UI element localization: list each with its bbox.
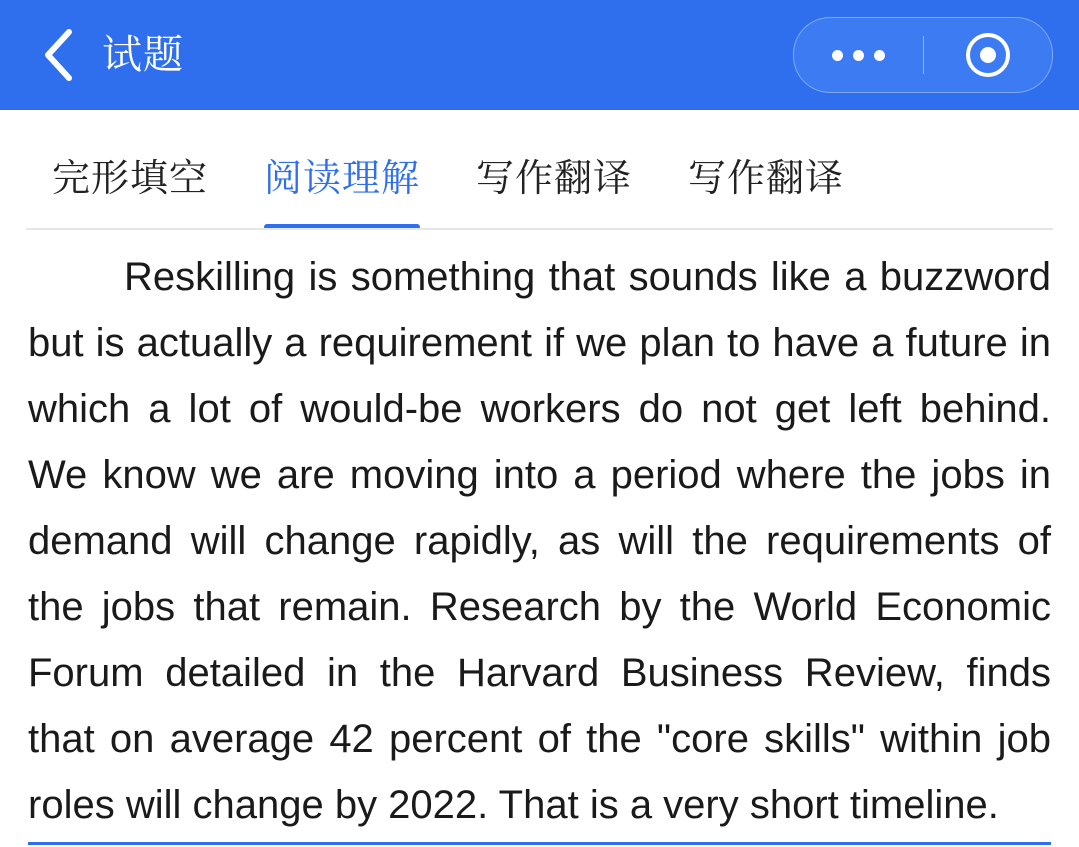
passage-text: Reskilling is something that sounds like a buzzword but is actually a requirement if we plan to have a future in which a lot of would-be workers do not get left behind. We know we are moving into a period where the jobs in demand will change rapidly, as will the requirements of the jobs that remain. Research by the World Economic Forum detailed in the Harvard Business Review, finds that on average 42 percent of the "core skills" within job roles will change by 2022. That is a very short timeline. xyxy=(28,255,1051,827)
tab-reading[interactable]: 阅读理解 xyxy=(264,110,420,238)
more-menu-button[interactable] xyxy=(794,18,923,92)
app-header xyxy=(0,0,1079,110)
target-circle-icon xyxy=(966,33,1010,77)
tab-writing-translation-2[interactable]: 写作翻译 xyxy=(688,157,845,200)
close-miniprogram-button[interactable] xyxy=(924,18,1053,92)
tab-cloze[interactable]: 完形填空 xyxy=(52,157,209,200)
content-bottom-rule xyxy=(28,842,1051,845)
tab-writing-translation-1[interactable]: 写作翻译 xyxy=(476,157,633,200)
page-title: 试题 xyxy=(102,33,184,77)
chevron-left-icon xyxy=(41,27,75,83)
back-button[interactable] xyxy=(22,19,94,91)
more-dots-icon xyxy=(832,50,885,61)
passage-container[interactable] xyxy=(0,238,1079,847)
tab-bar xyxy=(0,110,1079,238)
tab-bar-divider xyxy=(26,228,1053,230)
miniprogram-capsule xyxy=(793,17,1053,93)
